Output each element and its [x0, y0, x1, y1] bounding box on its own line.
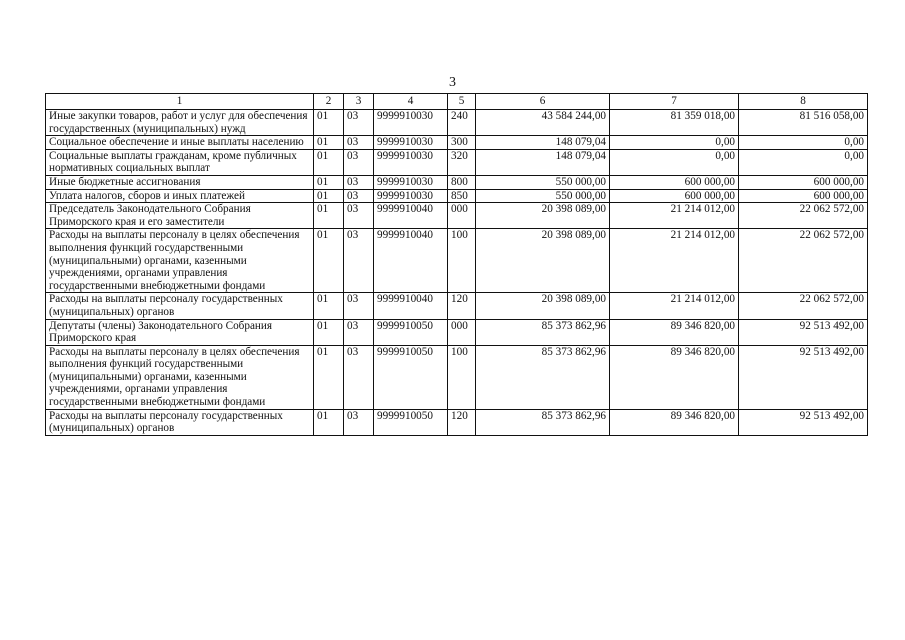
- table-row: [46, 149, 868, 175]
- row-section: 01: [314, 136, 344, 150]
- row-section: 01: [314, 189, 344, 203]
- row-target-code: 9999910050: [374, 319, 448, 345]
- header-col-3: 3: [344, 94, 374, 110]
- row-subsection: 03: [344, 293, 374, 319]
- row-subsection: 03: [344, 345, 374, 409]
- row-amount-col6: 85 373 862,96: [476, 345, 610, 409]
- row-amount-col6: 148 079,04: [476, 136, 610, 150]
- row-amount-col6: 20 398 089,00: [476, 203, 610, 229]
- row-amount-col6: 148 079,04: [476, 149, 610, 175]
- row-name: Иные бюджетные ассигнования: [46, 175, 314, 189]
- row-subsection: 03: [344, 136, 374, 150]
- row-expense-type: 000: [448, 319, 476, 345]
- row-target-code: 9999910050: [374, 345, 448, 409]
- row-amount-col6: 85 373 862,96: [476, 319, 610, 345]
- row-section: 01: [314, 203, 344, 229]
- row-amount-col8: 92 513 492,00: [739, 319, 868, 345]
- row-target-code: 9999910030: [374, 110, 448, 136]
- row-amount-col7: 81 359 018,00: [610, 110, 739, 136]
- row-section: 01: [314, 110, 344, 136]
- row-amount-col8: 22 062 572,00: [739, 203, 868, 229]
- row-target-code: 9999910030: [374, 136, 448, 150]
- row-name: Расходы на выплаты персоналу государственных (муниципальных) органов: [46, 293, 314, 319]
- row-amount-col8: 0,00: [739, 136, 868, 150]
- row-amount-col7: 21 214 012,00: [610, 203, 739, 229]
- row-target-code: 9999910030: [374, 175, 448, 189]
- row-amount-col8: 92 513 492,00: [739, 409, 868, 435]
- row-name: Уплата налогов, сборов и иных платежей: [46, 189, 314, 203]
- header-col-5: 5: [448, 94, 476, 110]
- row-subsection: 03: [344, 149, 374, 175]
- row-amount-col8: 92 513 492,00: [739, 345, 868, 409]
- table-row: [46, 229, 868, 293]
- table-row: [46, 175, 868, 189]
- row-expense-type: 320: [448, 149, 476, 175]
- row-expense-type: 120: [448, 293, 476, 319]
- row-amount-col7: 21 214 012,00: [610, 293, 739, 319]
- row-amount-col7: 0,00: [610, 136, 739, 150]
- row-target-code: 9999910030: [374, 189, 448, 203]
- row-name: Социальные выплаты гражданам, кроме публичных нормативных социальных выплат: [46, 149, 314, 175]
- row-name: Иные закупки товаров, работ и услуг для обеспечения государственных (муниципальных) нужд: [46, 110, 314, 136]
- row-expense-type: 800: [448, 175, 476, 189]
- row-amount-col7: 600 000,00: [610, 189, 739, 203]
- row-amount-col6: 20 398 089,00: [476, 229, 610, 293]
- row-amount-col8: 22 062 572,00: [739, 229, 868, 293]
- row-amount-col6: 550 000,00: [476, 175, 610, 189]
- row-subsection: 03: [344, 203, 374, 229]
- row-section: 01: [314, 149, 344, 175]
- table-row: [46, 189, 868, 203]
- header-col-8: 8: [739, 94, 868, 110]
- row-section: 01: [314, 229, 344, 293]
- row-name: Расходы на выплаты персоналу государственных (муниципальных) органов: [46, 409, 314, 435]
- row-subsection: 03: [344, 175, 374, 189]
- row-amount-col8: 600 000,00: [739, 189, 868, 203]
- header-col-4: 4: [374, 94, 448, 110]
- table-row: [46, 293, 868, 319]
- row-target-code: 9999910040: [374, 229, 448, 293]
- header-col-6: 6: [476, 94, 610, 110]
- row-section: 01: [314, 175, 344, 189]
- table-row: [46, 110, 868, 136]
- row-section: 01: [314, 345, 344, 409]
- row-expense-type: 100: [448, 229, 476, 293]
- row-amount-col6: 85 373 862,96: [476, 409, 610, 435]
- row-expense-type: 300: [448, 136, 476, 150]
- table-row: [46, 345, 868, 409]
- row-name: Социальное обеспечение и иные выплаты населению: [46, 136, 314, 150]
- row-name: Расходы на выплаты персоналу в целях обеспечения выполнения функций государственными (муниципальными) органами, казенными учреждениями, органами управления государственными внебюджетными фондами: [46, 229, 314, 293]
- page-number: 3: [449, 75, 456, 90]
- row-name: Расходы на выплаты персоналу в целях обеспечения выполнения функций государственными (муниципальными) органами, казенными учреждениями, органами управления государственными внебюджетными фондами: [46, 345, 314, 409]
- table-row: [46, 203, 868, 229]
- row-amount-col7: 89 346 820,00: [610, 409, 739, 435]
- budget-table: [45, 93, 868, 436]
- row-expense-type: 850: [448, 189, 476, 203]
- row-target-code: 9999910050: [374, 409, 448, 435]
- row-amount-col7: 89 346 820,00: [610, 319, 739, 345]
- row-section: 01: [314, 319, 344, 345]
- row-amount-col7: 0,00: [610, 149, 739, 175]
- header-row: [46, 94, 868, 110]
- row-amount-col8: 22 062 572,00: [739, 293, 868, 319]
- row-subsection: 03: [344, 229, 374, 293]
- row-expense-type: 000: [448, 203, 476, 229]
- row-amount-col8: 0,00: [739, 149, 868, 175]
- row-amount-col6: 550 000,00: [476, 189, 610, 203]
- header-col-1: 1: [46, 94, 314, 110]
- row-target-code: 9999910030: [374, 149, 448, 175]
- row-section: 01: [314, 293, 344, 319]
- row-amount-col8: 600 000,00: [739, 175, 868, 189]
- row-expense-type: 100: [448, 345, 476, 409]
- row-subsection: 03: [344, 189, 374, 203]
- row-target-code: 9999910040: [374, 293, 448, 319]
- table-row: [46, 319, 868, 345]
- header-col-2: 2: [314, 94, 344, 110]
- row-subsection: 03: [344, 110, 374, 136]
- row-name: Депутаты (члены) Законодательного Собрания Приморского края: [46, 319, 314, 345]
- row-expense-type: 240: [448, 110, 476, 136]
- header-col-7: 7: [610, 94, 739, 110]
- row-amount-col7: 21 214 012,00: [610, 229, 739, 293]
- row-section: 01: [314, 409, 344, 435]
- row-name: Председатель Законодательного Собрания Приморского края и его заместители: [46, 203, 314, 229]
- row-amount-col7: 89 346 820,00: [610, 345, 739, 409]
- table-row: [46, 409, 868, 435]
- table-row: [46, 136, 868, 150]
- row-amount-col8: 81 516 058,00: [739, 110, 868, 136]
- row-expense-type: 120: [448, 409, 476, 435]
- row-amount-col6: 43 584 244,00: [476, 110, 610, 136]
- row-amount-col6: 20 398 089,00: [476, 293, 610, 319]
- row-amount-col7: 600 000,00: [610, 175, 739, 189]
- row-subsection: 03: [344, 319, 374, 345]
- row-target-code: 9999910040: [374, 203, 448, 229]
- row-subsection: 03: [344, 409, 374, 435]
